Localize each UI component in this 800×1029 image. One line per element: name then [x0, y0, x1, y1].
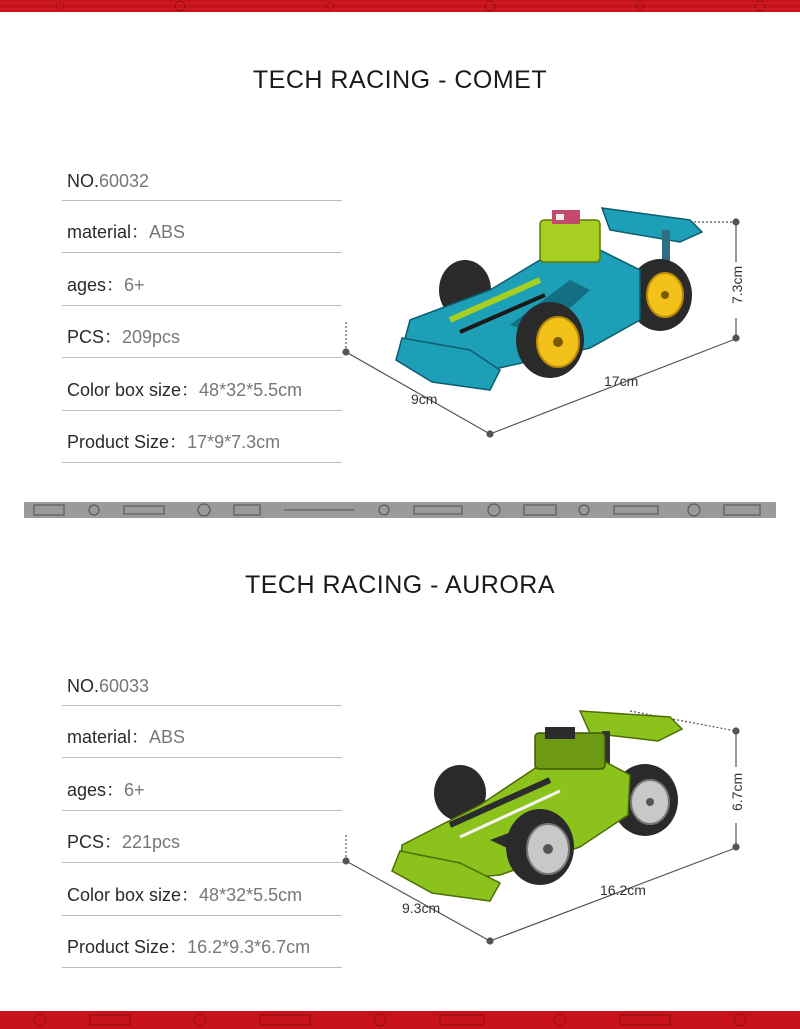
top-decorative-band	[0, 0, 800, 12]
box-size-label: Color box size：	[67, 379, 200, 400]
product-section-aurora	[0, 545, 800, 1005]
ages-value: 6+	[124, 274, 145, 295]
spec-row-material	[62, 706, 342, 759]
product-title: TECH RACING - COMET	[252, 66, 548, 94]
bottom-decorative-band	[0, 1011, 800, 1029]
ages-value: 6+	[124, 779, 145, 800]
aurora-car-image	[392, 711, 682, 901]
spec-list	[62, 148, 342, 463]
pcs-value: 221pcs	[122, 832, 181, 852]
width-dimension: 9.3cm	[402, 900, 441, 916]
product-size-label: Product Size：	[67, 937, 188, 957]
length-dimension: 17cm	[604, 373, 639, 389]
material-label: material：	[67, 727, 150, 747]
ages-label: ages：	[67, 779, 125, 800]
spec-row-ages	[62, 758, 342, 811]
box-size-value: 48*32*5.5cm	[199, 884, 303, 905]
car-dimension-figure	[340, 170, 760, 480]
material-value: ABS	[149, 222, 186, 242]
spec-row-pcs	[62, 306, 342, 359]
spec-row-number	[62, 148, 342, 201]
spec-row-box-size	[62, 358, 342, 411]
pcs-label: PCS：	[67, 832, 123, 852]
spec-list	[62, 653, 342, 968]
comet-car-image	[396, 208, 702, 390]
pcs-value: 209pcs	[122, 327, 181, 347]
box-size-value: 48*32*5.5cm	[199, 379, 303, 400]
length-dimension: 16.2cm	[600, 882, 646, 898]
spec-row-product-size	[62, 916, 342, 969]
product-size-value: 17*9*7.3cm	[187, 432, 281, 452]
ages-label: ages：	[67, 274, 125, 295]
car-dimension-figure	[340, 675, 760, 985]
number-label: NO.	[67, 170, 100, 191]
box-size-label: Color box size：	[67, 884, 200, 905]
section-divider	[24, 502, 776, 518]
material-label: material：	[67, 222, 150, 242]
height-dimension: 7.3cm	[729, 265, 745, 304]
width-dimension: 9cm	[411, 391, 438, 407]
product-title: TECH RACING - AURORA	[244, 571, 556, 599]
number-value: 60033	[99, 675, 150, 696]
spec-row-number	[62, 653, 342, 706]
height-dimension: 6.7cm	[729, 772, 745, 811]
number-label: NO.	[67, 675, 100, 696]
product-size-value: 16.2*9.3*6.7cm	[187, 937, 311, 957]
product-section-comet	[0, 40, 800, 500]
spec-row-material	[62, 201, 342, 254]
spec-row-pcs	[62, 811, 342, 864]
spec-row-box-size	[62, 863, 342, 916]
pcs-label: PCS：	[67, 327, 123, 347]
spec-row-ages	[62, 253, 342, 306]
spec-row-product-size	[62, 411, 342, 464]
number-value: 60032	[99, 170, 150, 191]
product-size-label: Product Size：	[67, 432, 188, 452]
material-value: ABS	[149, 727, 186, 747]
